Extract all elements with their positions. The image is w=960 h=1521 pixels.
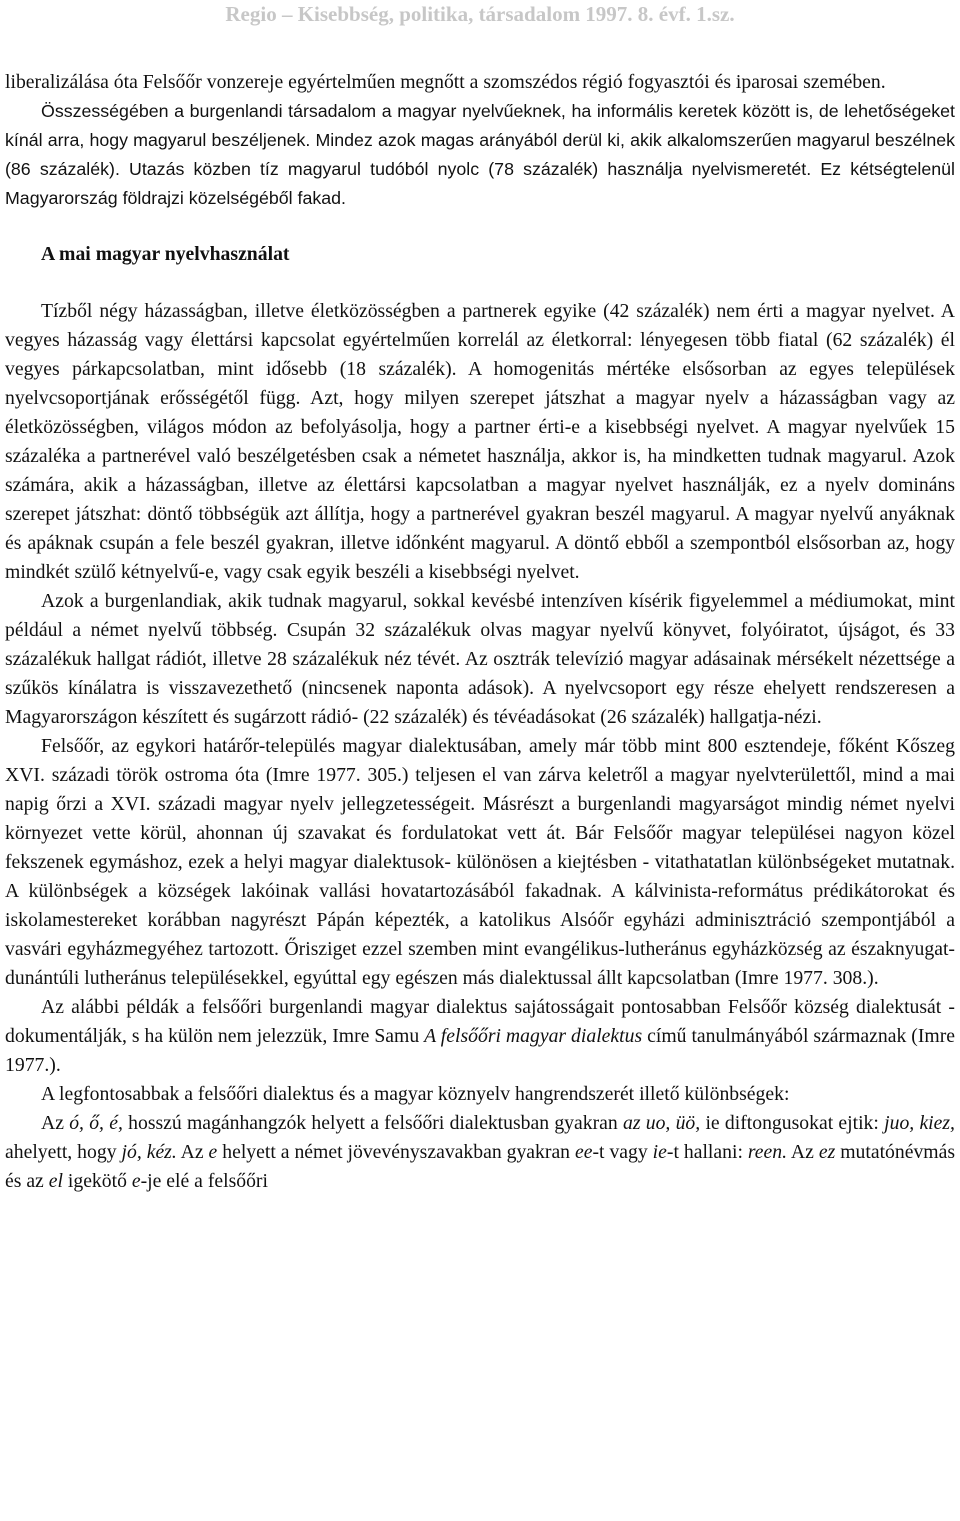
paragraph-6-a: Az alábbi példák a felsőőri burgenlandi magyar dialektus sajátosságait pontosabban Felsőőr község dialektusát - dokumentálják, s ha külön nem jelezzük, Imre Samu (5, 996, 955, 1047)
p8-seg-18: ez (818, 1141, 836, 1163)
p8-seg-19: mutatónévmás és az (5, 1141, 956, 1192)
p8-seg-2: ó, ő, é, (69, 1112, 123, 1134)
p8-seg-9: Az (176, 1141, 209, 1163)
p8-seg-12: ee (574, 1141, 593, 1163)
p8-seg-13: -t vagy (592, 1141, 653, 1163)
paragraph-2-sans: Összességében a burgenlandi társadalom a magyar nyelvűeknek, ha informális keretek között is, de lehetőségeket kínál arra, hogy magyarul beszéljenek. (5, 101, 955, 150)
paragraph-8 (5, 1109, 955, 1196)
p8-seg-11: helyett a német jövevényszavakban gyakran (217, 1141, 575, 1163)
p8-seg-6: juo, kiez, (884, 1112, 955, 1134)
paragraph-4: Azok a burgenlandiak, akik tudnak magyarul, sokkal kevésbé intenzíven kísérik figyelemmel a médiumokat, mint például a német nyelvű többség. Csupán 32 százalékuk olvas magyar nyelvű könyvet, folyóiratot, újságot, és 33 százalékuk hallgat rádiót, illetve 28 százalékuk néz tévét. Az osztrák televízió magyar adásainak mérsékelt nézettsége a szűkös kínálatra is visszavezethető (nincsenek naponta adások). A nyelvcsoport egy része ehelyett rendszeresen a Magyarországon készített és sugárzott rádió- (22 százalék) és tévéadásokat (26 százalék) hallgatja-nézi. (5, 590, 955, 728)
document-body (5, 68, 955, 1196)
p8-seg-15: -t hallani: (666, 1141, 748, 1163)
p8-seg-7: ahelyett, hogy (5, 1141, 122, 1163)
p8-seg-4: az uo, üö, (622, 1112, 701, 1134)
p8-seg-3: hosszú magánhangzók helyett a felsőőri dialektusban gyakran (122, 1112, 623, 1134)
p8-seg-22: e (131, 1170, 141, 1192)
p8-seg-16: reen. (747, 1141, 788, 1163)
p8-seg-17: Az (787, 1141, 819, 1163)
p8-seg-10: e (208, 1141, 218, 1163)
paragraph-1: liberalizálása óta Felsőőr vonzereje egyértelműen megnőtt a szomszédos régió fogyasztói és iparosai szemében. (5, 71, 886, 93)
paragraph-5: Felsőőr, az egykori határőr-település magyar dialektusában, amely már több mint 800 esztendeje, főként Kőszeg XVI. századi török ostroma óta (Imre 1977. 305.) teljesen el van zárva keletről a magyar nyelvterülettől, mind a mai napig őrzi a XVI. századi magyar nyelv jellegzetességeit. Másrészt a burgenlandi magyarságot mindig német nyelvi környezet vette körül, ahonnan új szavakat és fordulatokat vett át. Bár Felsőőr magyar települései nagyon közel fekszenek egymáshoz, ezek a helyi magyar dialektusok- különösen a kiejtésben - vitathatatlan különbségeket mutatnak. A különbségek a községek lakóinak vallási hovatartozásából fakadnak. A kálvinista-református prédikátorokat és iskolamestereket korábban nagyrészt Pápán képezték, a katolikus Alsóőr egyházi adminisztráció szempontjából a vasvári egyházmegyéhez tartozott. Őrisziget ezzel szemben mint evangélikus-lutheránus egyházközség az északnyugat-dunántúli lutheránus településekkel, egyúttal egy egészen más dialektussal állt kapcsolatban (Imre 1977. 308.). (5, 735, 955, 989)
cited-title: A felsőőri magyar dialektus (424, 1025, 643, 1047)
paragraph-7: A legfontosabbak a felsőőri dialektus és a magyar köznyelv hangrendszerét illető különbségek: (41, 1083, 790, 1105)
section-heading: A mai magyar nyelvhasználat (41, 243, 290, 265)
paragraph-3: Tízből négy házasságban, illetve életközösségben a partnerek egyike (42 százalék) nem érti a magyar nyelvet. A vegyes házasság vagy élettársi kapcsolat egyértelműen korrelál az életkorral: lényegesen több fiatal (62 százalék) él vegyes párkapcsolatban, mint idősebb (18 százalék). A homogenitás mértéke elsősorban az egyes települések nyelvcsoportjának erősségétől függ. Azt, hogy milyen szerepet játszhat a magyar nyelv a házasságban vagy az életközösségben, világos módon az befolyásolja, hogy a partner érti-e a kisebbségi nyelvet. A magyar nyelvűek 15 százaléka a partnerével való beszélgetésben csak a németet használja, akkor is, ha mindketten tudnak magyarul. Azok számára, akik a házasságban, illetve az élettársi kapcsolatban a magyar nyelvet használják, ez a nyelv domináns szerepet játszhat: döntő többségük azt állítja, hogy a partnerével gyakran beszél magyarul. A magyar nyelvű anyáknak és apáknak csupán a fele beszél gyakran, illetve időnként magyarul. A döntő ebből a szempontból elsősorban az, hogy mindkét szülő kétnyelvű-e, vagy csak egyik beszéli a kisebbségi nyelvet. (5, 300, 955, 583)
p8-seg-23: -je elé a felsőőri (140, 1170, 268, 1192)
p8-seg-1: Az (41, 1112, 70, 1134)
paragraph-6 (5, 993, 955, 1080)
running-header: Regio – Kisebbség, politika, társadalom 1997. 8. évf. 1.sz. (225, 2, 735, 26)
p8-seg-5: ie diftongusokat ejtik: (700, 1112, 885, 1134)
p8-seg-14: ie (652, 1141, 667, 1163)
paragraph-6-b: című tanulmányából származnak (Imre 1977.). (5, 1025, 956, 1076)
paragraph-2 (5, 97, 955, 213)
p8-seg-8: jó, kéz. (121, 1141, 177, 1163)
p8-seg-21: igekötő (62, 1170, 132, 1192)
p8-seg-20: el (48, 1170, 63, 1192)
paragraph-2-sans-cont: Mindez azok magas arányából derül ki, akik alkalomszerűen magyarul beszélnek (86 százalék). Utazás közben tíz magyarul tudóból nyolc (78 százalék) használja nyelvismeretét. Ez kétségtelenül Magyarország földrajzi közelségéből fakad. (5, 130, 955, 208)
